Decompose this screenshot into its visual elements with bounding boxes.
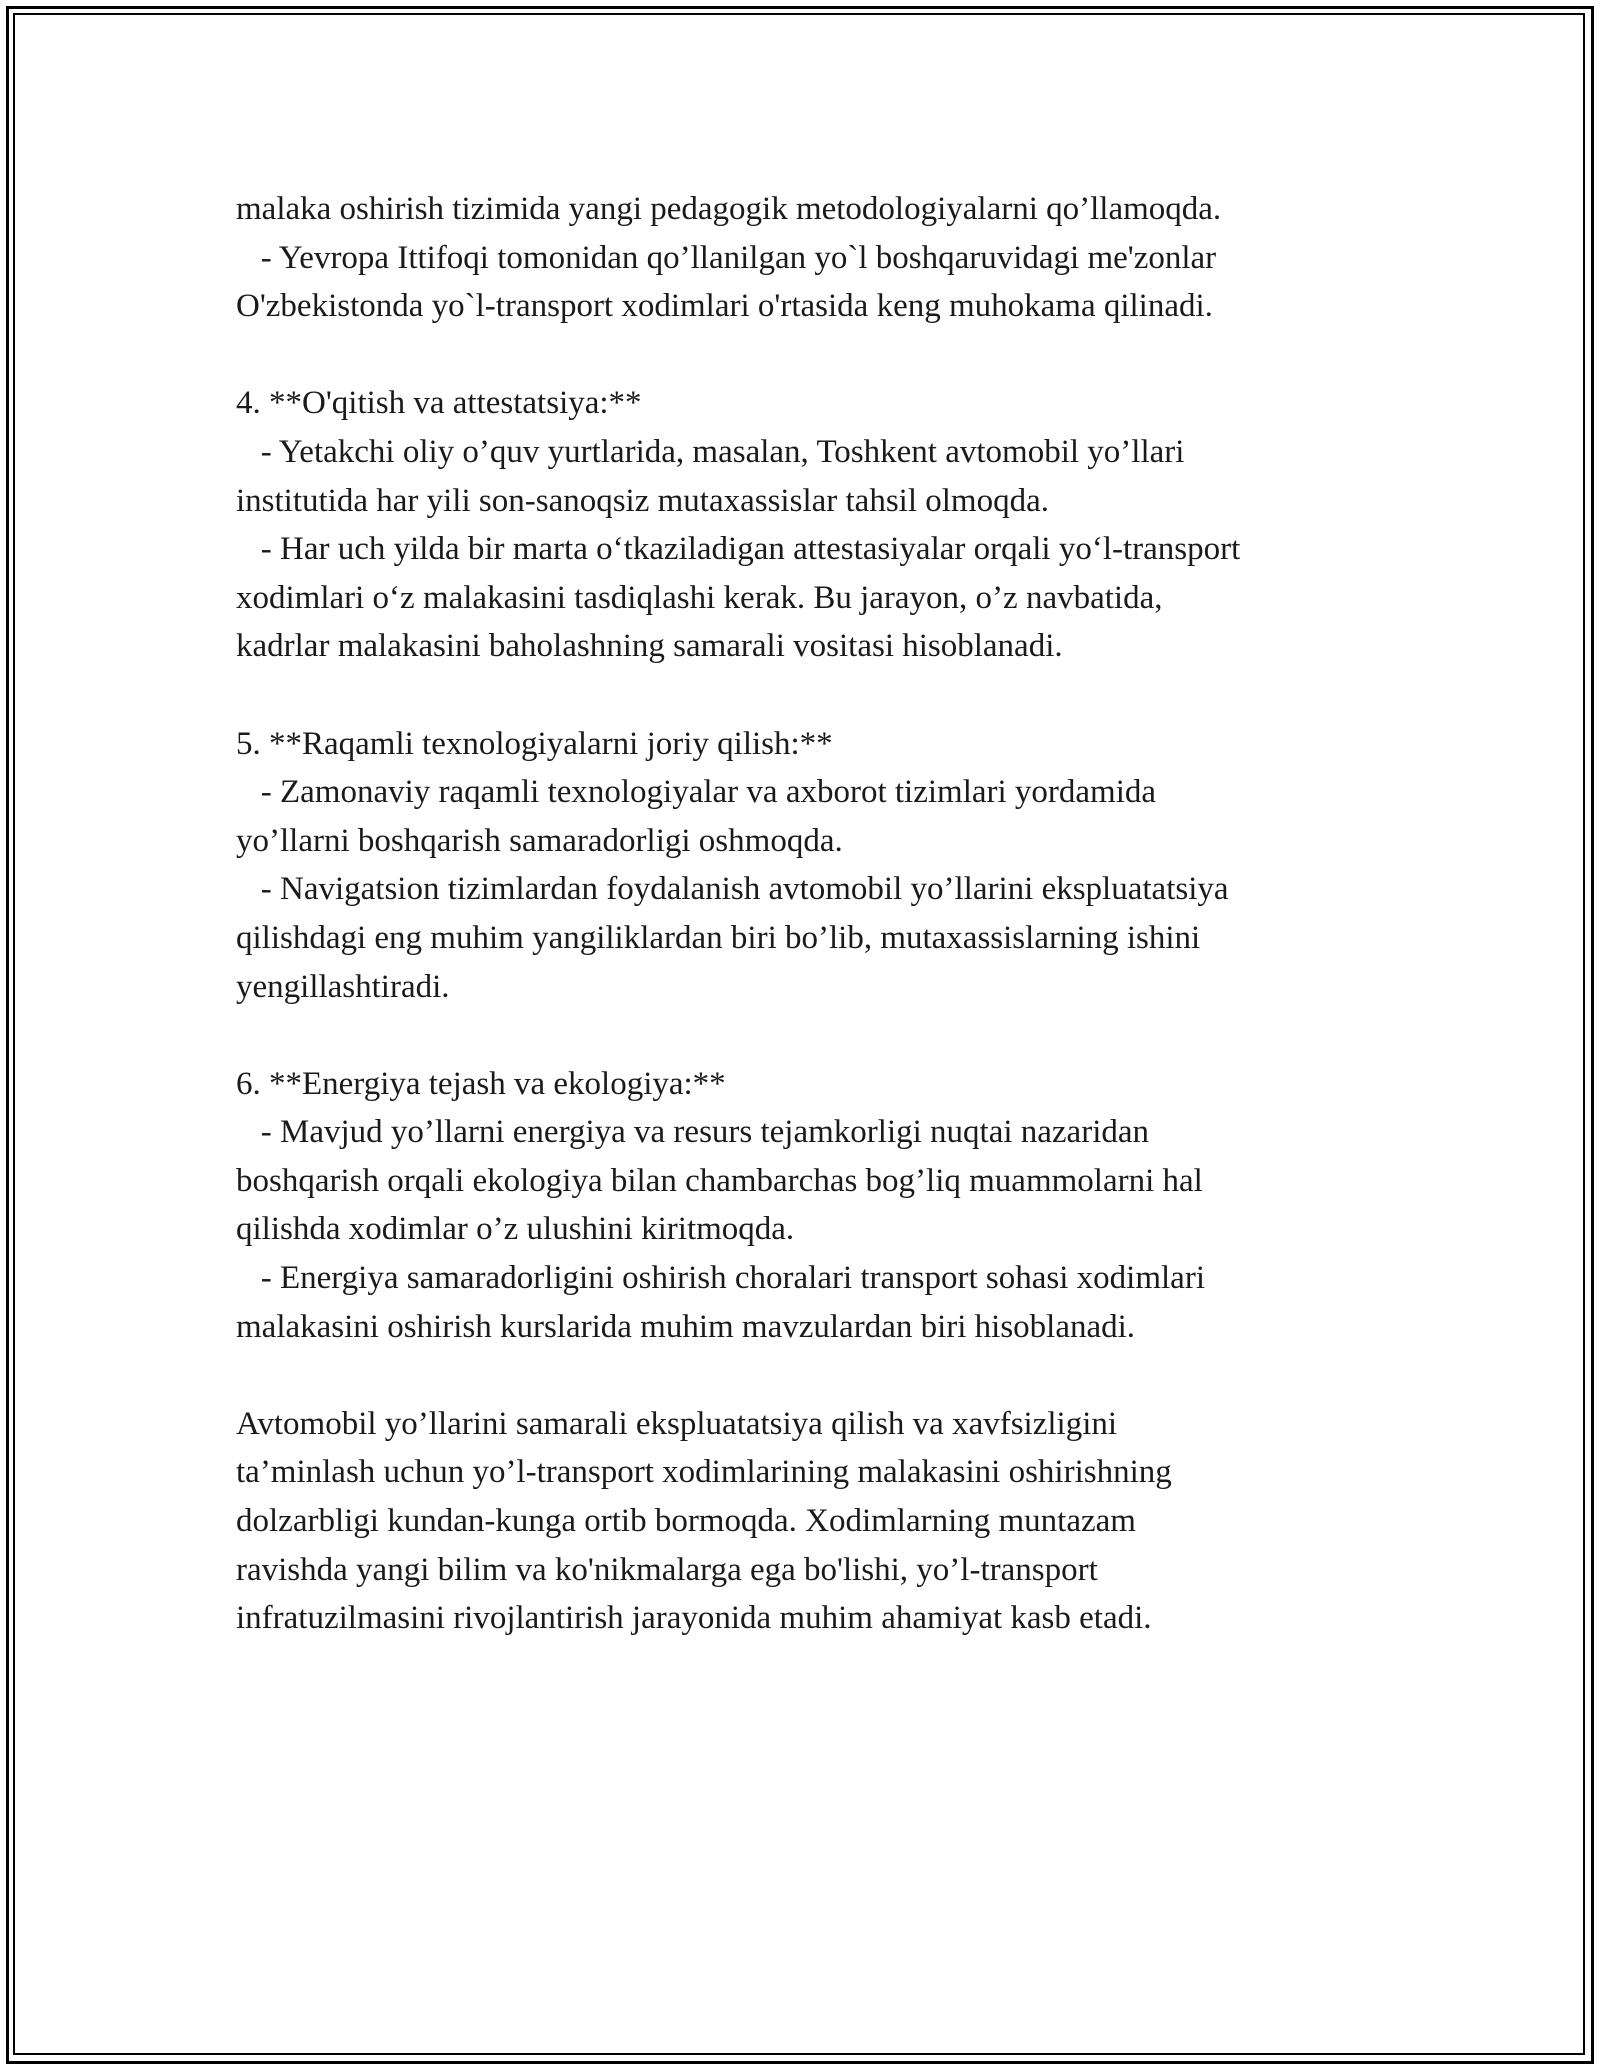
text-line: - Yevropa Ittifoqi tomonidan qo’llanilgan yo`l boshqaruvidagi me'zonlar [236, 239, 1217, 276]
paragraph-spacer [236, 671, 1376, 720]
text-line: - Yetakchi oliy o’quv yurtlarida, masalan, Toshkent avtomobil yo’llari [236, 433, 1185, 470]
paragraph-spacer [236, 1011, 1376, 1060]
text-line: kadrlar malakasini baholashning samarali vositasi hisoblanadi. [236, 628, 1063, 665]
text-line: - Har uch yilda bir marta o‘tkaziladigan attestasiyalar orqali yo‘l-transport [236, 531, 1241, 568]
text-line: qilishda xodimlar o’z ulushini kiritmoqda. [236, 1211, 795, 1248]
text-line: xodimlari o‘z malakasini tasdiqlashi kerak. Bu jarayon, o’z navbatida, [236, 579, 1163, 616]
text-line: qilishdagi eng muhim yangiliklardan biri bo’lib, mutaxassislarning ishini [236, 919, 1201, 956]
text-line: malaka oshirish tizimida yangi pedagogik metodologiyalarni qo’llamoqda. [236, 191, 1222, 227]
paragraph-spacer [236, 1351, 1376, 1400]
text-line: infratuzilmasini rivojlantirish jarayonida muhim ahamiyat kasb etadi. [236, 1600, 1152, 1637]
text-line: yo’llarni boshqarish samaradorligi oshmoqda. [236, 822, 843, 859]
text-line: ravishda yangi bilim va ko'nikmalarga ega bo'lishi, yo’l-transport [236, 1551, 1098, 1588]
text-line: institutida har yili son-sanoqsiz mutaxassislar tahsil olmoqda. [236, 482, 1049, 519]
text-line: - Energiya samaradorligini oshirish choralari transport sohasi xodimlari [236, 1260, 1205, 1297]
text-line: boshqarish orqali ekologiya bilan chambarchas bog’liq muammolarni hal [236, 1162, 1203, 1199]
section-heading: 4. **O'qitish va attestatsiya:** [236, 385, 642, 422]
text-line: yengillashtiradi. [236, 968, 450, 1005]
section-heading: 6. **Energiya tejash va ekologiya:** [236, 1065, 726, 1102]
text-line: ta’minlash uchun yo’l-transport xodimlarining malakasini oshirishning [236, 1454, 1172, 1491]
document-body [236, 185, 1376, 1643]
text-line: malakasini oshirish kurslarida muhim mavzulardan biri hisoblanadi. [236, 1308, 1136, 1345]
text-line: dolzarbligi kundan-kunga ortib bormoqda. Xodimlarning muntazam [236, 1503, 1136, 1540]
text-line: O'zbekistonda yo`l-transport xodimlari o'rtasida keng muhokama qilinadi. [236, 288, 1213, 325]
text-line: - Navigatsion tizimlardan foydalanish avtomobil yo’llarini ekspluatatsiya [236, 871, 1229, 908]
text-line: - Mavjud yo’llarni energiya va resurs tejamkorligi nuqtai nazaridan [236, 1114, 1150, 1151]
paragraph-spacer [236, 331, 1376, 380]
text-line: Avtomobil yo’llarini samarali ekspluatatsiya qilish va xavfsizligini [236, 1405, 1118, 1442]
text-line: - Zamonaviy raqamli texnologiyalar va axborot tizimlari yordamida [236, 774, 1157, 811]
section-heading: 5. **Raqamli texnologiyalarni joriy qilish:** [236, 725, 833, 762]
